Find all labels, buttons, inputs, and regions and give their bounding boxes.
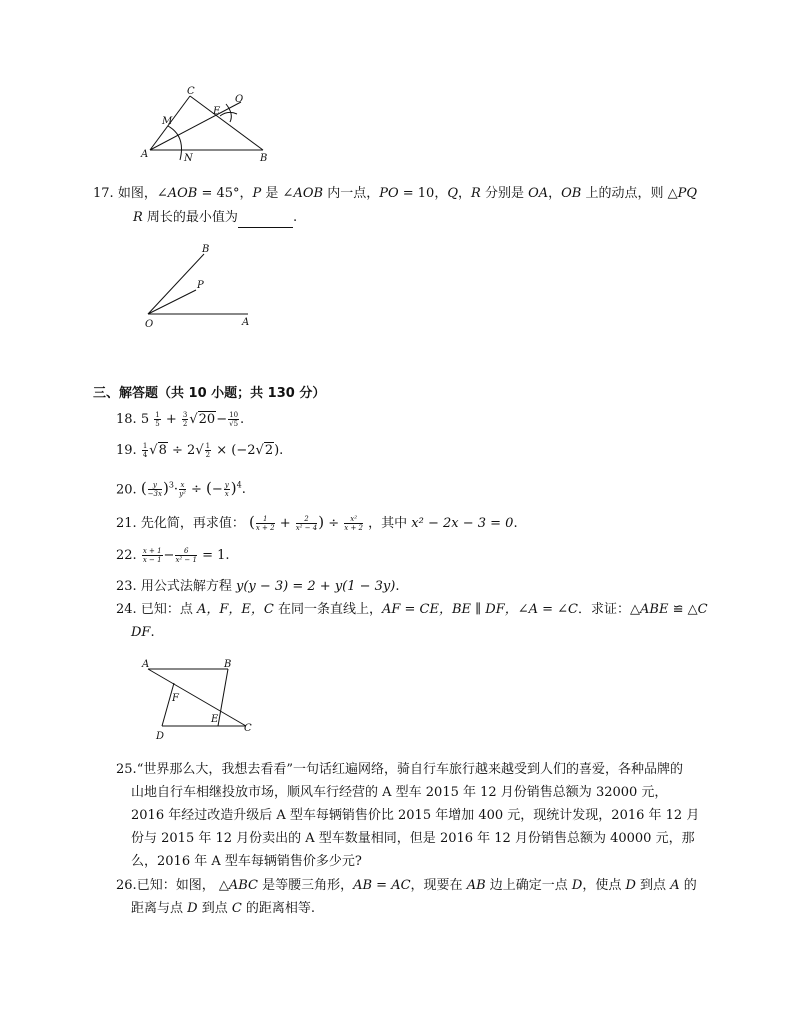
q17-text-f: 分别是 <box>480 186 529 201</box>
question-23: 23. 用公式法解方程 y(y − 3) = 2 + y(1 − 3y). <box>116 579 400 594</box>
segment-op <box>148 290 196 314</box>
question-22 <box>116 544 230 568</box>
q17-text-g: 上的动点，则 △ <box>581 186 678 201</box>
q24-df: DF <box>131 625 151 640</box>
label-c: C <box>187 86 195 97</box>
q25-number: 25. <box>116 762 137 777</box>
q19-number: 19. <box>116 443 137 458</box>
question-20 <box>116 474 246 502</box>
q17-aob-2: AOB <box>293 186 324 201</box>
q22-expr: $\frac{x + 1}{x - 1}$ − $\frac{6}{\text{x² − 1}}$ = 1. <box>142 547 230 564</box>
question-24-line2: DF. <box>131 625 155 640</box>
q17-line2-text: 周长的最小值为 <box>142 210 238 225</box>
q18-expr: 5 $\frac{1}{5}$ + $\frac{3}{2}$ √20− $\frac{10}{√5}$ . <box>140 411 245 428</box>
label-p: P <box>197 280 204 291</box>
q21-text-a: 先化简，再求值： <box>140 516 245 531</box>
parallelogram-figure <box>138 655 258 743</box>
label-e: E <box>213 106 221 117</box>
label-m: M <box>162 116 173 127</box>
label-a: A <box>242 317 250 328</box>
section-title: 三、解答题（共 10 小题；共 130 分） <box>93 386 326 401</box>
label-b: B <box>202 244 210 255</box>
q25-line-2: 山地自行车相继投放市场，顺风车行经营的 A 型车 2015 年 12 月份销售总额为 32000 元， <box>131 785 668 800</box>
q19-expr: $\frac{1}{4}$ √8 ÷ 2√ $\frac{1}{2}$ × (−2√2). <box>142 442 284 459</box>
q25-line-5: 么，2016 年 A 型车每辆销售价多少元? <box>131 854 362 869</box>
q18-number: 18. <box>116 412 137 427</box>
question-21: 21. 先化简，再求值： ( $\frac{1}{x + 2}$ + $\frac{2}{\text{x² − 4}}$ ) ÷ $\frac{\text{x²}}{x + 2}$ ，其中 x² − 2x − 3 = 0. <box>116 513 518 532</box>
answer-blank[interactable] <box>238 214 293 228</box>
q17-q: Q <box>447 186 458 201</box>
q17-period: . <box>292 210 298 225</box>
label-o: O <box>235 94 244 105</box>
q17-ob: OB <box>561 186 582 201</box>
q20-expr: ( $\frac{y}{-3x}$ )$^3$· $\frac{x}{\text{y²}}$ ÷ (− $\frac{y}{x}$ )$^4$. <box>140 479 246 499</box>
q24-number: 24. <box>116 602 137 617</box>
label-o: O <box>145 319 154 330</box>
q17-po: PO <box>379 186 399 201</box>
label-b: B <box>260 153 268 164</box>
arc-at-e2 <box>220 112 237 116</box>
question-24 <box>116 600 708 620</box>
q17-comma: ， <box>458 186 472 201</box>
q23-number: 23. <box>116 579 137 594</box>
q24-cong: ≌ △ <box>668 602 698 617</box>
q17-text-d: 内一点， <box>323 186 380 201</box>
q17-text-a: 如图，∠ <box>117 186 168 201</box>
q24-abe: ABE <box>640 602 669 617</box>
label-d: D <box>156 731 165 742</box>
q24-text-b: 在同一条直线上， <box>273 602 382 617</box>
q24-conditions: AF = CE，BE ∥ DF，∠A = ∠C <box>381 602 579 617</box>
question-19 <box>116 441 283 461</box>
q24-text-a: 已知：点 <box>140 602 197 617</box>
arc-mn <box>168 126 182 160</box>
label-b: B <box>224 659 232 670</box>
q17-text-e: = 10， <box>398 186 448 201</box>
q21-expr: ( $\frac{1}{x + 2}$ + $\frac{2}{\text{x² − 4}}$ ) ÷ $\frac{\text{x²}}{x + 2}$ <box>248 513 364 532</box>
q23-equation: y(y − 3) = 2 + y(1 − 3y) <box>235 579 396 594</box>
q17-r: R <box>471 186 481 201</box>
label-e: E <box>211 714 219 725</box>
q17-oa: OA <box>528 186 549 201</box>
segment-df <box>162 683 174 726</box>
q17-p: P <box>252 186 262 201</box>
q17-aob: AOB <box>167 186 198 201</box>
q21-text-b: ，其中 <box>368 516 412 531</box>
top-triangle-figure <box>138 84 278 166</box>
question-18 <box>116 410 244 430</box>
q24-points: A，F，E，C <box>196 602 274 617</box>
label-a: A <box>142 659 150 670</box>
q25-line-4: 份与 2015 年 12 月份卖出的 A 型车数量相同，但是 2016 年 12 月份销售总额为 40000 元，那 <box>131 831 695 846</box>
q17-text-b: = 45°， <box>197 186 253 201</box>
segment-bd <box>218 669 228 726</box>
q17-comma-2: ， <box>548 186 562 201</box>
ray-ob <box>148 254 204 314</box>
segment-ac <box>148 669 246 726</box>
q17-r-line2: R <box>133 210 143 225</box>
q17-number: 17. <box>93 186 114 201</box>
q25-line-1: “世界那么大，我想去看看”一句话红遍网络，骑自行车旅行越来越受到人们的喜爱，各种品牌的 <box>136 762 683 777</box>
label-a: A <box>141 149 149 160</box>
label-n: N <box>184 153 193 164</box>
q25-line-3: 2016 年经过改造升级后 A 型车每辆销售价比 2015 年增加 400 元，现统计发现，2016 年 12 月 <box>131 808 700 823</box>
q17-text-c: 是 ∠ <box>261 186 294 201</box>
q21-equation: x² − 2x − 3 = 0 <box>411 516 514 531</box>
q26-number: 26. <box>116 878 137 893</box>
q24-c: C <box>697 602 708 617</box>
q20-number: 20. <box>116 482 137 498</box>
q21-number: 21. <box>116 516 137 531</box>
q17-pq: PQ <box>677 186 698 201</box>
q23-text: 用公式法解方程 <box>140 579 236 594</box>
label-f: F <box>172 693 179 704</box>
label-c: C <box>244 723 252 734</box>
q22-number: 22. <box>116 548 137 563</box>
angle-figure <box>140 240 265 332</box>
q24-text-c: ．求证：△ <box>578 602 641 617</box>
